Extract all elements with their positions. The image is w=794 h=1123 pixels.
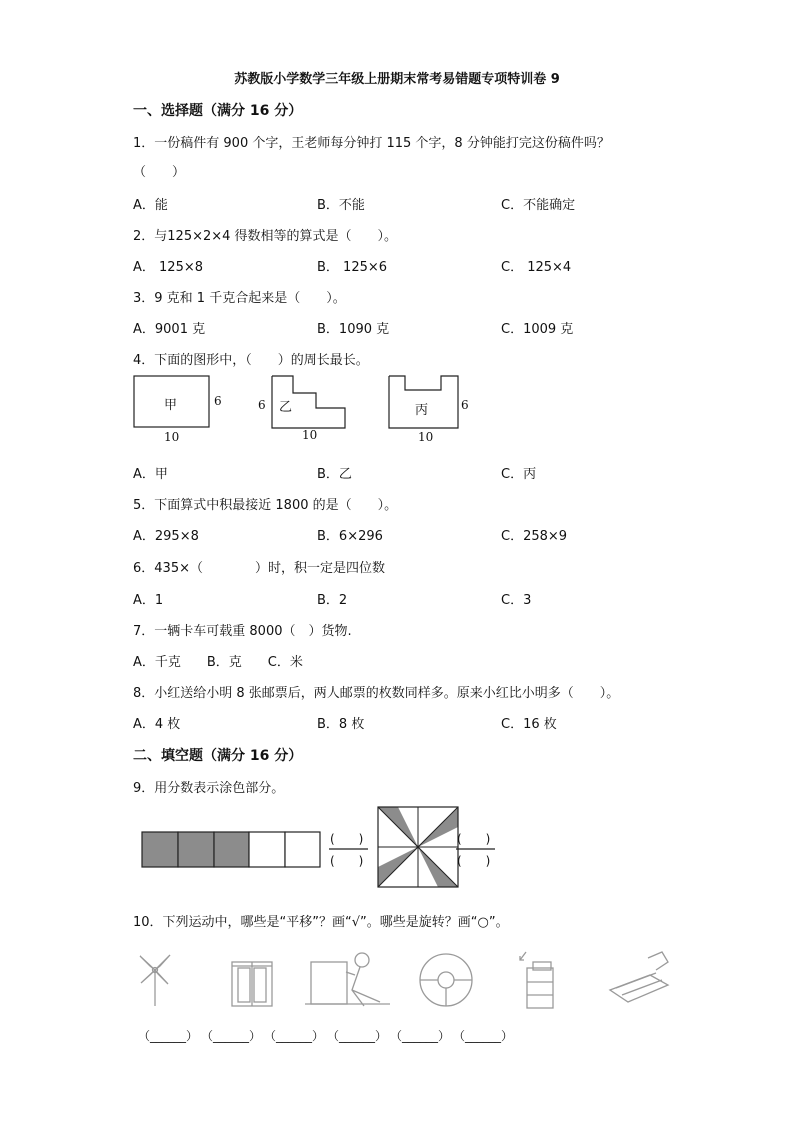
pushing-box-picture xyxy=(305,953,390,1006)
elevator-picture xyxy=(232,962,272,1006)
question-6: 6．435×（ ）时，积一定是四位数 xyxy=(133,561,385,576)
q3-option-b[interactable]: B．1090 克 xyxy=(317,322,390,337)
q3-option-c[interactable]: C．1009 克 xyxy=(501,322,574,337)
q1-option-c[interactable]: C．不能确定 xyxy=(501,198,576,213)
drawer-picture xyxy=(520,952,553,1008)
figure-bing-width-label: 10 xyxy=(418,430,434,444)
q4-option-c[interactable]: C．丙 xyxy=(501,467,537,482)
fraction-2-denominator-blank[interactable]: ( ) xyxy=(457,854,491,868)
q8-option-c[interactable]: C．16 枚 xyxy=(501,717,557,732)
page-title: 苏教版小学数学三年级上册期末常考易错题专项特训卷 9 xyxy=(234,72,560,87)
figure-yi-height-label: 6 xyxy=(258,398,266,412)
fraction-1-denominator-blank[interactable]: ( ) xyxy=(330,854,364,868)
q2-option-c[interactable]: C． 125×4 xyxy=(501,260,572,275)
fraction-2-numerator-blank[interactable]: ( ) xyxy=(457,832,491,846)
fraction-bar xyxy=(142,832,320,867)
q3-option-a[interactable]: A．9001 克 xyxy=(133,322,206,337)
question-10: 10．下列运动中，哪些是“平移”？画“√”。哪些是旋转？画“○”。 xyxy=(133,915,509,930)
figure-yi-width-label: 10 xyxy=(302,428,318,442)
section-1-heading: 一、选择题（满分 16 分） xyxy=(133,103,303,119)
bar-cell-empty xyxy=(249,832,285,867)
abacus-picture xyxy=(610,952,668,1002)
q6-option-b[interactable]: B．2 xyxy=(317,593,348,608)
question-2: 2．与125×2×4 得数相等的算式是（ ）。 xyxy=(133,229,398,244)
bar-cell-shaded xyxy=(178,832,214,867)
figure-jia-height-label: 6 xyxy=(214,394,222,408)
question-8: 8．小红送给小明 8 张邮票后，两人邮票的枚数同样多。原来小红比小明多（ ）。 xyxy=(133,686,620,701)
q10-answer-blank-3[interactable]: （______） xyxy=(264,1029,325,1043)
q2-option-a[interactable]: A． 125×8 xyxy=(133,260,204,275)
pinwheel-picture xyxy=(140,955,170,1006)
section-2-heading: 二、填空题（满分 16 分） xyxy=(133,748,303,764)
q10-answer-blank-4[interactable]: （______） xyxy=(327,1029,388,1043)
question-4: 4．下面的图形中，（ ）的周长最长。 xyxy=(133,353,369,368)
pinwheel-square xyxy=(378,807,458,887)
q5-option-b[interactable]: B．6×296 xyxy=(317,529,383,544)
bar-cell-empty xyxy=(285,832,320,867)
q10-answer-blank-2[interactable]: （______） xyxy=(201,1029,262,1043)
steering-wheel-picture xyxy=(420,954,472,1006)
q10-answer-blank-1[interactable]: （______） xyxy=(138,1029,199,1043)
q4-option-a[interactable]: A．甲 xyxy=(133,467,168,482)
q6-option-c[interactable]: C．3 xyxy=(501,593,532,608)
figure-jia-width-label: 10 xyxy=(164,430,180,444)
q5-option-a[interactable]: A．295×8 xyxy=(133,529,199,544)
question-1-answer-paren: （ ） xyxy=(133,165,186,180)
q8-option-a[interactable]: A．4 枚 xyxy=(133,717,181,732)
q2-option-b[interactable]: B． 125×6 xyxy=(317,260,388,275)
question-1: 1．一份稿件有 900 个字，王老师每分钟打 115 个字，8 分钟能打完这份稿件吗？ xyxy=(133,136,610,151)
question-3: 3．9 克和 1 千克合起来是（ ）。 xyxy=(133,291,346,306)
bar-cell-shaded xyxy=(142,832,178,867)
q1-option-b[interactable]: B．不能 xyxy=(317,198,365,213)
bar-cell-shaded xyxy=(214,832,249,867)
question-5: 5．下面算式中积最接近 1800 的是（ ）。 xyxy=(133,498,398,513)
q10-answer-blank-5[interactable]: （______） xyxy=(390,1029,451,1043)
question-7: 7．一辆卡车可载重 8000（ ）货物. xyxy=(133,624,352,639)
q4-option-b[interactable]: B．乙 xyxy=(317,467,352,482)
fraction-1-numerator-blank[interactable]: ( ) xyxy=(330,832,364,846)
q10-answer-blank-6[interactable]: （______） xyxy=(453,1029,514,1043)
figure-bing-label: 丙 xyxy=(415,403,429,418)
q7-options[interactable]: A．千克 B．克 C．米 xyxy=(133,655,303,670)
q1-option-a[interactable]: A．能 xyxy=(133,198,168,213)
q6-option-a[interactable]: A．1 xyxy=(133,593,164,608)
q5-option-c[interactable]: C．258×9 xyxy=(501,529,568,544)
figure-bing-height-label: 6 xyxy=(461,398,469,412)
question-9: 9．用分数表示涂色部分。 xyxy=(133,781,285,796)
figure-jia-label: 甲 xyxy=(164,398,178,413)
q8-option-b[interactable]: B．8 枚 xyxy=(317,717,365,732)
figure-yi-label: 乙 xyxy=(279,400,293,415)
